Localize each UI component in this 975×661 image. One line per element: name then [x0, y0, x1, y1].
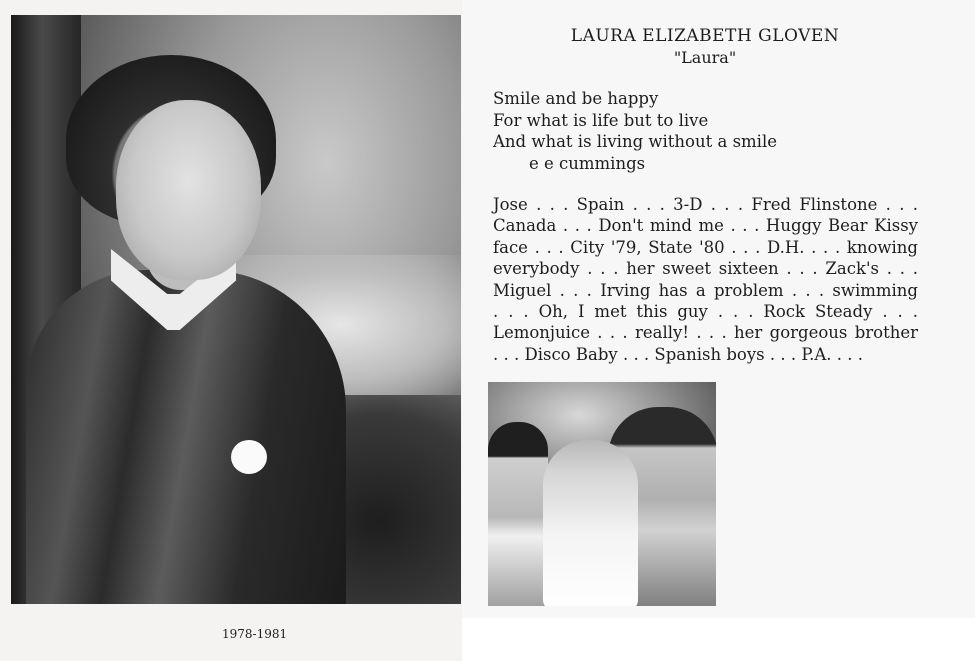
student-name: LAURA ELIZABETH GLOVEN — [570, 26, 840, 46]
person-left — [488, 422, 548, 606]
bio-line: Miguel . . . Irving has a problem . . . swimming — [493, 280, 918, 300]
senior-portrait-photo — [11, 15, 461, 604]
poem-quote — [493, 88, 777, 174]
bio-line: . . . Disco Baby . . . Spanish boys . . . P.A. . . . — [493, 344, 864, 364]
person-center — [543, 440, 638, 606]
bio-text — [493, 194, 918, 365]
page-edge — [462, 618, 975, 661]
bio-line: everybody . . . her sweet sixteen . . . Zack's . . . — [493, 259, 918, 279]
bio-line: Canada . . . Don't mind me . . . Huggy Bear Kissy — [493, 216, 918, 236]
lapel-pin — [231, 440, 267, 474]
bio-line: face . . . City '79, State '80 . . . D.H. . . . knowing — [493, 237, 918, 257]
face — [116, 100, 261, 280]
poem-line: For what is life but to live — [493, 110, 709, 130]
poem-line: Smile and be happy — [493, 89, 659, 108]
bio-line: Jose . . . Spain . . . 3-D . . . Fred Flinstone . . . — [493, 195, 918, 214]
poem-line: And what is living without a smile — [493, 132, 777, 151]
candid-group-photo — [488, 382, 716, 606]
poem-attribution: e e cummings — [529, 153, 646, 173]
student-nickname: "Laura" — [673, 48, 737, 67]
bio-line: Lemonjuice . . . really! . . . her gorgeous brother — [493, 323, 918, 343]
years-caption: 1978-1981 — [222, 627, 288, 641]
bio-line: . . . Oh, I met this guy . . . Rock Steady . . . — [493, 302, 918, 322]
